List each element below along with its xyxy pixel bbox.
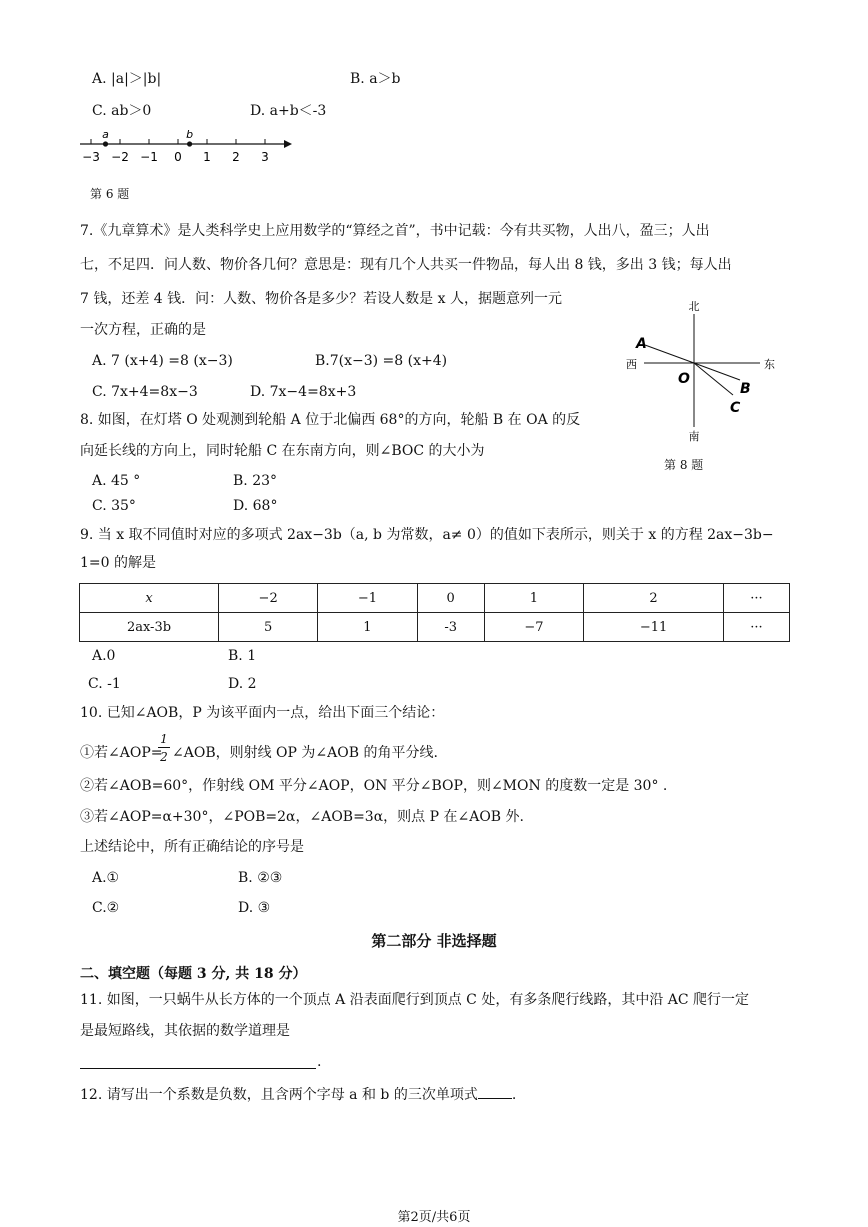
q10-option-a: A.①: [92, 870, 120, 886]
q9-option-b: B. 1: [228, 648, 257, 664]
q12-line: [80, 1084, 516, 1104]
q11-line-2: 是最短路线，其依据的数学道理是: [80, 1023, 290, 1039]
q10-option-d: D. ③: [238, 900, 271, 916]
q6-caption: 第 6 题: [90, 187, 130, 201]
tick-label: −3: [82, 150, 100, 164]
q10-intro: 10. 已知∠AOB，P 为该平面内一点，给出下面三个结论：: [80, 705, 445, 721]
q12-text: 12. 请写出一个系数是负数，且含两个字母 a 和 b 的三次单项式: [80, 1087, 478, 1103]
tick-label: 3: [261, 150, 269, 164]
table-cell: 5: [219, 613, 318, 642]
q7-line-2: 七，不足四．问人数、物价各几何？意思是：现有几个人共买一件物品，每人出 8 钱，多出 3 钱；每人出: [80, 257, 732, 273]
point-b-label: B: [740, 381, 751, 397]
south-label: 南: [688, 430, 700, 443]
q8-option-a: A. 45 °: [92, 473, 141, 489]
q8-line-1: 8. 如图，在灯塔 O 处观测到轮船 A 位于北偏西 68°的方向，轮船 B 在 OA 的反: [80, 412, 581, 428]
table-cell: −7: [484, 613, 583, 642]
s1-fraction-numerator: 1: [158, 732, 170, 748]
table-cell: 0: [417, 584, 484, 613]
q10-statement-2: ②若∠AOB=60°，作射线 OM 平分∠AOP，ON 平分∠BOP，则∠MON 的度数一定是 30° .: [80, 778, 668, 794]
s1-suffix: ∠AOB，则射线 OP 为∠AOB 的角平分线.: [172, 745, 438, 761]
q7-option-b: B.7(x−3) =8 (x+4): [315, 353, 448, 369]
s1-fraction-denominator: 2: [160, 750, 168, 764]
table-cell: 1: [484, 584, 583, 613]
point-o-label: O: [678, 371, 690, 387]
q11-period: .: [317, 1054, 322, 1070]
tick-label: 1: [203, 150, 211, 164]
tick-label: 0: [174, 150, 182, 164]
q10-option-c: C.②: [92, 900, 120, 916]
point-c-label: C: [730, 400, 741, 416]
arrow-right-icon: [284, 140, 292, 148]
q9-value-table: [79, 583, 790, 642]
q8-option-d: D. 68°: [233, 498, 278, 514]
table-cell: 1: [318, 613, 417, 642]
q8-caption: 第 8 题: [664, 458, 704, 472]
tick-label: −1: [140, 150, 158, 164]
table-cell: ···: [724, 584, 790, 613]
table-cell: 2ax-3b: [80, 613, 219, 642]
q8-option-b: B. 23°: [233, 473, 278, 489]
point-b-label: b: [186, 128, 194, 141]
point-a-label: a: [102, 128, 109, 141]
ray-oc: [694, 363, 733, 395]
q7-option-d: D. 7x−4=8x+3: [250, 384, 357, 400]
point-a-dot: [103, 141, 108, 146]
part2-title: 第二部分 非选择题: [371, 932, 497, 950]
q9-option-a: A.0: [92, 648, 116, 664]
q6-option-b: B. a＞b: [350, 71, 401, 87]
q9-line-2: 1=0 的解是: [80, 555, 156, 571]
ray-ob: [694, 363, 740, 380]
ray-oa: [645, 345, 694, 363]
q8-line-2: 向延长线的方向上，同时轮船 C 在东南方向，则∠BOC 的大小为: [80, 443, 485, 459]
q6-number-line: [78, 128, 293, 172]
table-cell: −11: [584, 613, 724, 642]
q12-period: .: [511, 1087, 517, 1103]
table-row-header: [80, 584, 790, 613]
point-a-label: A: [636, 336, 647, 352]
table-cell: −1: [318, 584, 417, 613]
q7-line-4: 一次方程，正确的是: [80, 322, 206, 338]
q6-option-a: A. |a|＞|b|: [92, 71, 162, 87]
point-b-dot: [187, 141, 192, 146]
q10-statement-3: ③若∠AOP=α+30°，∠POB=2α，∠AOB=3α，则点 P 在∠AOB 外.: [80, 809, 525, 825]
tick-label: −2: [111, 150, 129, 164]
q7-option-c: C. 7x+4=8x−3: [92, 384, 198, 400]
tick-label: 2: [232, 150, 240, 164]
table-cell: x: [80, 584, 219, 613]
table-cell: -3: [417, 613, 484, 642]
q7-line-3: 7 钱，还差 4 钱．问：人数、物价各是多少？若设人数是 x 人，据题意列一元: [80, 291, 562, 307]
q8-option-c: C. 35°: [92, 498, 136, 514]
q7-option-a: A. 7 (x+4) =8 (x−3): [92, 353, 233, 369]
q7-line-1: 7.《九章算术》是人类科学史上应用数学的“算经之首”，书中记载：今有共买物，人出八，盈三；人出: [80, 223, 710, 239]
q10-question: 上述结论中，所有正确结论的序号是: [80, 839, 304, 855]
table-cell: −2: [219, 584, 318, 613]
q9-option-c: C. -1: [88, 676, 121, 692]
west-label: 西: [626, 358, 637, 371]
q8-compass-diagram: [612, 292, 792, 452]
q12-answer-blank[interactable]: [478, 1086, 512, 1099]
page-number-footer: 第2页/共6页: [397, 1210, 471, 1225]
q10-option-b: B. ②③: [238, 870, 283, 886]
q11-line-1: 11. 如图，一只蜗牛从长方体的一个顶点 A 沿表面爬行到顶点 C 处，有多条爬行线路，其中沿 AC 爬行一定: [80, 992, 750, 1008]
table-cell: 2: [584, 584, 724, 613]
table-cell: ···: [724, 613, 790, 642]
q9-option-d: D. 2: [228, 676, 257, 692]
s1-prefix: ①若∠AOP=: [80, 745, 163, 761]
q9-line-1: 9. 当 x 取不同值时对应的多项式 2ax−3b（a, b 为常数，a≠ 0）的值如下表所示，则关于 x 的方程 2ax−3b−: [80, 527, 774, 543]
q6-option-c: C. ab＞0: [92, 103, 152, 119]
fill-in-section-heading: 二、填空题（每题 3 分, 共 18 分）: [80, 966, 307, 982]
north-label: 北: [688, 300, 700, 313]
q6-option-d: D. a+b＜-3: [250, 103, 327, 119]
table-row-values: [80, 613, 790, 642]
east-label: 东: [764, 358, 775, 371]
q11-answer-blank[interactable]: [80, 1068, 316, 1069]
